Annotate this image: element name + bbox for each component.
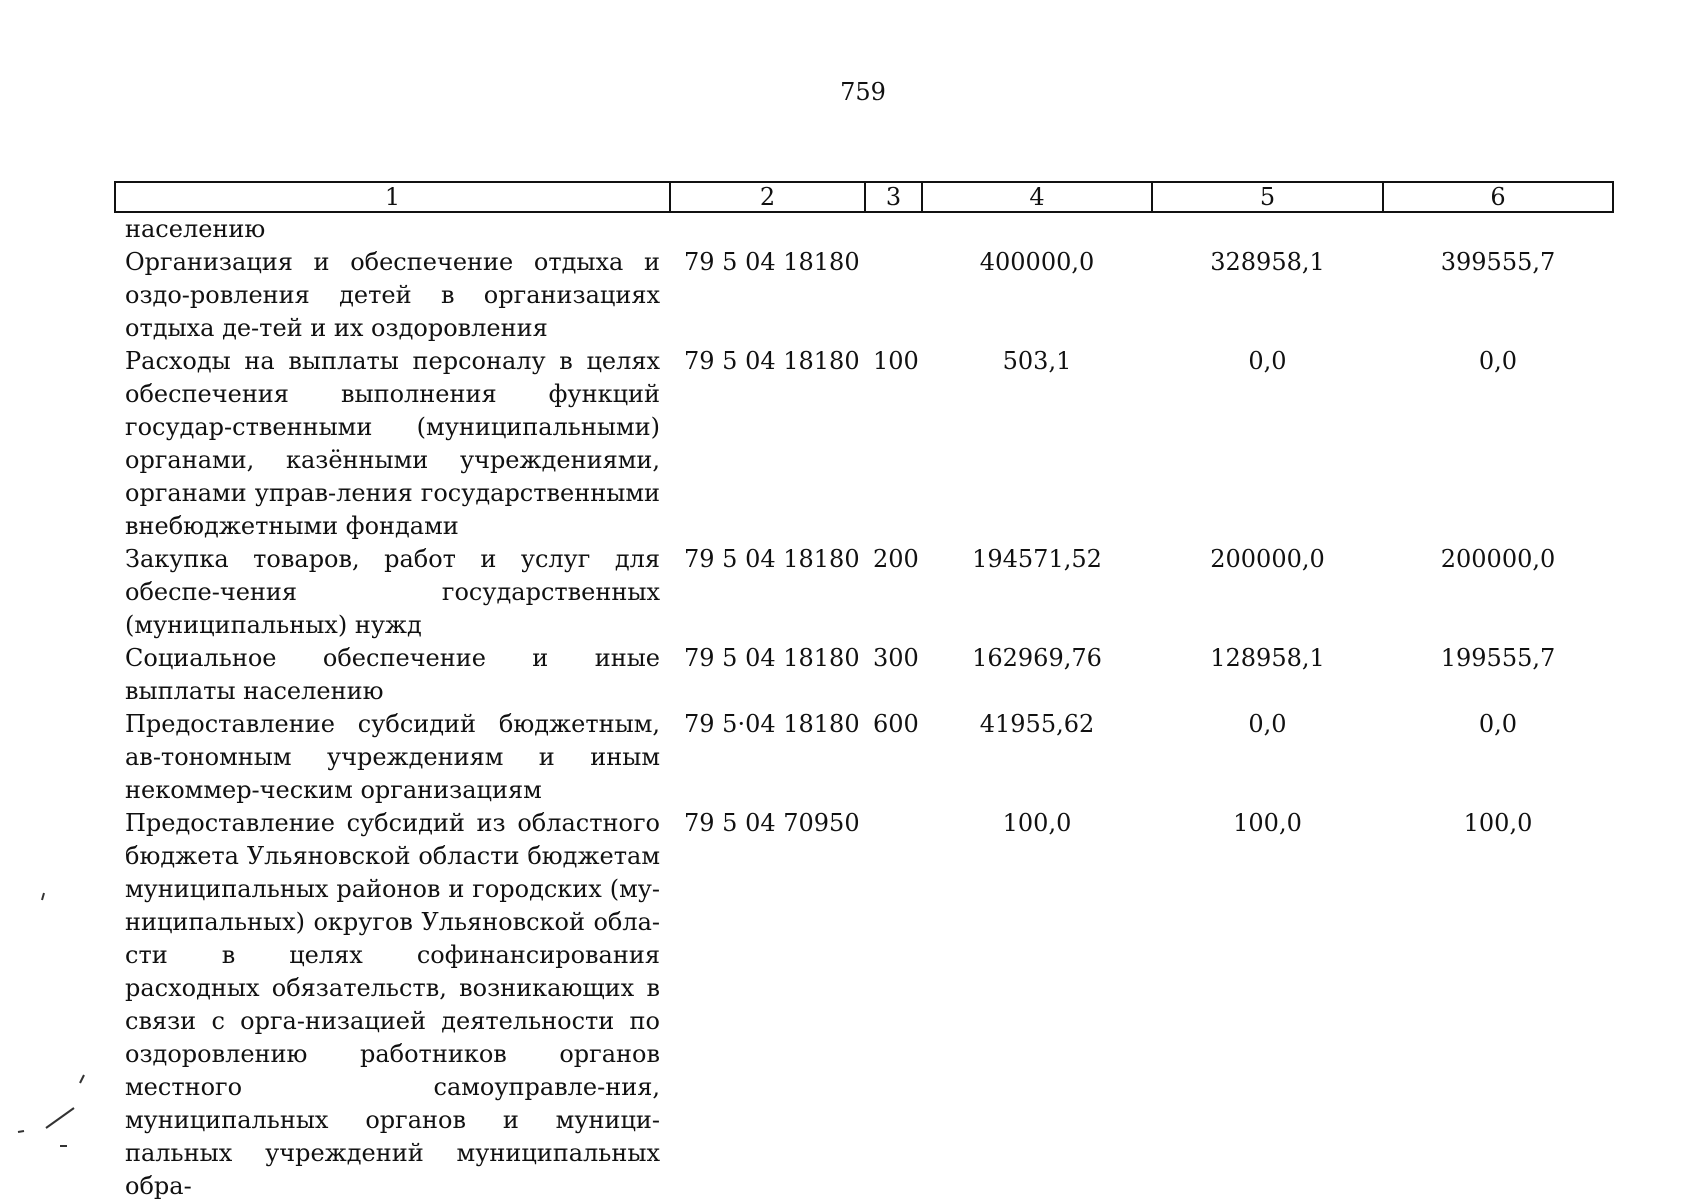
row-expense-type [865, 807, 922, 1203]
table-row [115, 708, 1613, 807]
row-description: Предоставление субсидий из областного бюджета Ульяновской области бюджетам муниципальных районов и городских (му-ниципальных) округов Ульяновской обла-сти в целях софинансирования расходных обязательств, возникающих в связи с орга-низацией деятельности по оздоровлению работников органов местного самоуправле-ния, муниципальных органов и муници-пальных учреждений муниципальных обра- [125, 809, 660, 1200]
row-value-6: 399555,7 [1440, 248, 1556, 276]
row-code: 79 5 04 18180 [684, 248, 860, 276]
column-header-3: 3 [865, 182, 922, 212]
row-code [670, 212, 865, 246]
row-value-6: 100,0 [1463, 809, 1533, 837]
row-value-5: 200000,0 [1210, 545, 1325, 573]
column-header-1: 1 [115, 182, 670, 212]
column-header-6: 6 [1383, 182, 1613, 212]
row-value-6: 0,0 [1478, 710, 1518, 738]
pen-stroke [80, 1075, 84, 1083]
row-value-5: 328958,1 [1210, 248, 1325, 276]
row-expense-type: 600 [873, 710, 919, 738]
row-value-5 [1152, 212, 1383, 246]
page-number: 759 [840, 78, 886, 106]
row-description: населению [125, 215, 266, 243]
row-code: 79 5 04 18180 [684, 545, 860, 573]
row-value-5: 0,0 [1248, 347, 1287, 375]
row-code: 79 5 04 18180 [684, 347, 860, 375]
table-row [115, 212, 1613, 246]
row-code: 79 5·04 18180 [684, 710, 860, 738]
table-row [115, 246, 1613, 345]
row-value-6: 200000,0 [1440, 545, 1556, 573]
row-description: Закупка товаров, работ и услуг для обеспе-чения государственных (муниципальных) нужд [125, 545, 660, 639]
row-value-4: 41955,62 [979, 710, 1095, 738]
table-row [115, 807, 1613, 1203]
row-value-4: 162969,76 [972, 644, 1102, 672]
row-value-5: 0,0 [1248, 710, 1287, 738]
row-value-4 [922, 212, 1152, 246]
row-value-4: 503,1 [1002, 347, 1072, 375]
row-value-4: 100,0 [1002, 809, 1072, 837]
row-expense-type: 300 [873, 644, 919, 672]
pen-stroke [18, 1131, 24, 1132]
row-expense-type [865, 246, 922, 345]
row-code: 79 5 04 70950 [684, 809, 860, 837]
row-value-4: 400000,0 [979, 248, 1095, 276]
column-header-4: 4 [922, 182, 1152, 212]
table-row [115, 543, 1613, 642]
row-expense-type [865, 212, 922, 246]
row-value-5: 128958,1 [1210, 644, 1325, 672]
budget-table [114, 181, 1614, 1203]
column-header-2: 2 [670, 182, 865, 212]
row-expense-type: 200 [873, 545, 919, 573]
row-description: Социальное обеспечение и иные выплаты населению [125, 644, 660, 705]
row-description: Организация и обеспечение отдыха и оздо-ровления детей в организациях отдыха де-тей и их оздоровления [125, 248, 660, 342]
row-value-6: 0,0 [1478, 347, 1518, 375]
pen-stroke [42, 893, 44, 900]
row-value-5: 100,0 [1233, 809, 1302, 837]
column-header-5: 5 [1152, 182, 1383, 212]
table-row [115, 345, 1613, 543]
row-expense-type: 100 [873, 347, 919, 375]
margin-pen-marks [0, 0, 120, 1200]
row-value-4: 194571,52 [972, 545, 1102, 573]
row-value-6: 199555,7 [1440, 644, 1556, 672]
pen-stroke [46, 1108, 74, 1128]
row-value-6 [1383, 212, 1613, 246]
row-description: Расходы на выплаты персоналу в целях обеспечения выполнения функций государ-ственными (муниципальными) органами, казёнными учреждениями, органами управ-ления государственными внебюджетными фондами [125, 347, 660, 540]
table-row [115, 642, 1613, 708]
row-code: 79 5 04 18180 [684, 644, 860, 672]
row-description: Предоставление субсидий бюджетным, ав-тономным учреждениям и иным некоммер-ческим организациям [125, 710, 660, 804]
header-row [115, 182, 1613, 212]
